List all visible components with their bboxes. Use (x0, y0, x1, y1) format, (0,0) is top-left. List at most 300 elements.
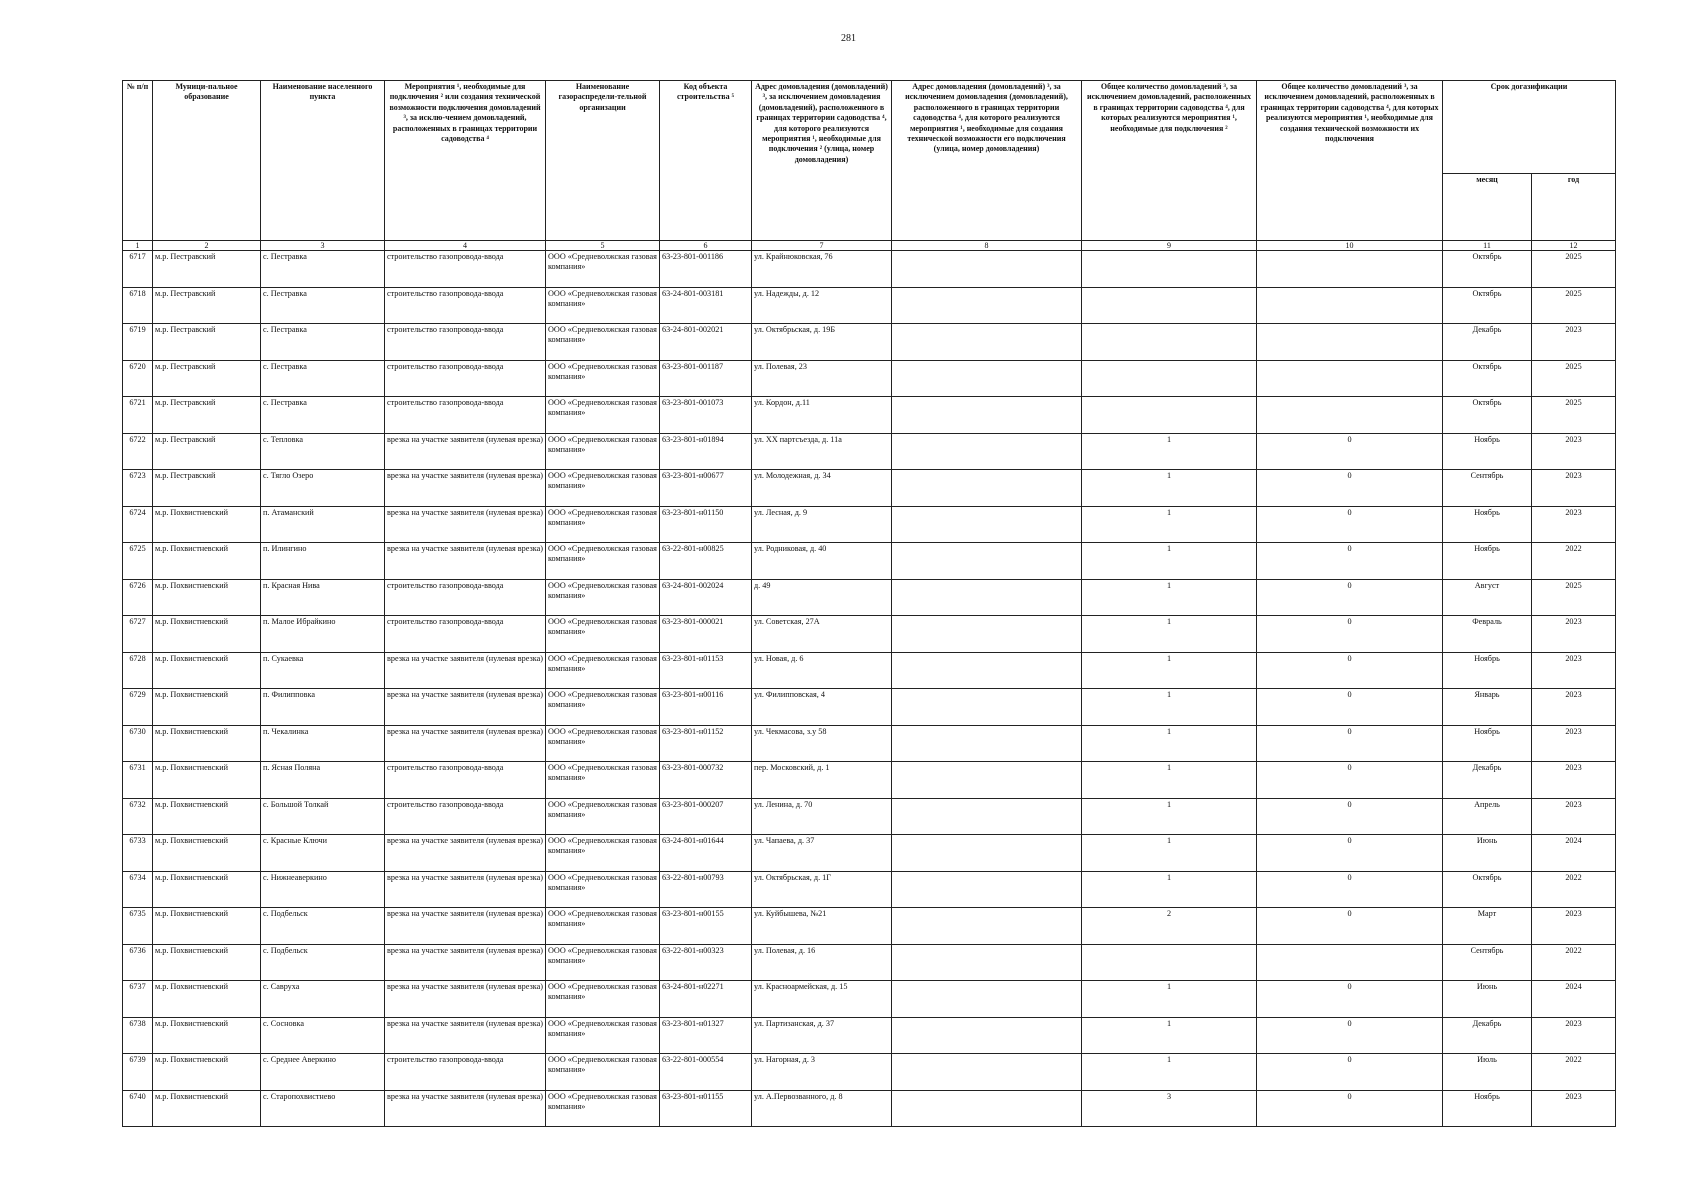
cell-total-tech: 0 (1257, 1054, 1443, 1091)
cell-address-tech (892, 652, 1082, 689)
cell-num: 6725 (123, 543, 153, 580)
column-number: 9 (1082, 241, 1257, 251)
cell-municipality: м.р. Похвистневский (153, 1090, 261, 1127)
cell-year: 2023 (1532, 616, 1616, 653)
cell-address-tech (892, 944, 1082, 981)
cell-address: ул. Лесная, д. 9 (752, 506, 892, 543)
cell-settlement: с. Савруха (261, 981, 385, 1018)
cell-municipality: м.р. Пестравский (153, 324, 261, 361)
cell-object-code: 63-23-801-н00155 (660, 908, 752, 945)
cell-address: ул. Новая, д. 6 (752, 652, 892, 689)
cell-total-connect: 1 (1082, 1017, 1257, 1054)
cell-total-tech: 0 (1257, 1090, 1443, 1127)
cell-year: 2024 (1532, 981, 1616, 1018)
header-total-tech: Общее количество домовладений ³, за исключением домовладений, расположенных в границах территории садоводства ⁴, для которых реализуются мероприятия ¹, необходимые для создания технической возможности их подключения (1257, 81, 1443, 241)
cell-num: 6723 (123, 470, 153, 507)
cell-organization: ООО «Средневолжская газовая компания» (546, 798, 660, 835)
cell-address-tech (892, 981, 1082, 1018)
header-settlement: Наименование населенного пункта (261, 81, 385, 241)
cell-settlement: с. Подбельск (261, 908, 385, 945)
cell-month: Декабрь (1443, 324, 1532, 361)
cell-num: 6718 (123, 287, 153, 324)
cell-measure: врезка на участке заявителя (нулевая врезка) (385, 1017, 546, 1054)
column-number: 5 (546, 241, 660, 251)
table-row (123, 433, 1616, 470)
cell-num: 6724 (123, 506, 153, 543)
cell-address: ул. Нагорная, д. 3 (752, 1054, 892, 1091)
cell-num: 6722 (123, 433, 153, 470)
cell-year: 2022 (1532, 871, 1616, 908)
gasification-table (122, 80, 1616, 1127)
cell-total-connect: 1 (1082, 871, 1257, 908)
cell-address: ул. А.Первозванного, д. 8 (752, 1090, 892, 1127)
cell-measure: строительство газопровода-ввода (385, 579, 546, 616)
cell-num: 6728 (123, 652, 153, 689)
cell-municipality: м.р. Пестравский (153, 251, 261, 288)
cell-settlement: с. Старопохвистнево (261, 1090, 385, 1127)
cell-object-code: 63-23-801-000207 (660, 798, 752, 835)
cell-object-code: 63-22-801-н00793 (660, 871, 752, 908)
cell-month: Июнь (1443, 835, 1532, 872)
cell-organization: ООО «Средневолжская газовая компания» (546, 543, 660, 580)
cell-address: пер. Московский, д. 1 (752, 762, 892, 799)
cell-object-code: 63-24-801-002021 (660, 324, 752, 361)
column-number: 7 (752, 241, 892, 251)
cell-month: Декабрь (1443, 1017, 1532, 1054)
cell-settlement: п. Чекалинка (261, 725, 385, 762)
cell-settlement: п. Илингино (261, 543, 385, 580)
header-deadline: Срок догазификации (1443, 81, 1616, 174)
cell-month: Октябрь (1443, 360, 1532, 397)
cell-address-tech (892, 251, 1082, 288)
cell-organization: ООО «Средневолжская газовая компания» (546, 251, 660, 288)
cell-municipality: м.р. Похвистневский (153, 689, 261, 726)
cell-total-connect: 3 (1082, 1090, 1257, 1127)
header-measures: Мероприятия ¹, необходимые для подключения ² или создания технической возможности подключения домовладений ³, за исклю-чением домовладений, расположенных в границах территории садоводства ⁴ (385, 81, 546, 241)
cell-address: ул. Октябрьская, д. 19Б (752, 324, 892, 361)
cell-num: 6732 (123, 798, 153, 835)
cell-settlement: с. Красные Ключи (261, 835, 385, 872)
cell-settlement: с. Сосновка (261, 1017, 385, 1054)
cell-address-tech (892, 725, 1082, 762)
table-row (123, 871, 1616, 908)
cell-month: Сентябрь (1443, 470, 1532, 507)
cell-month: Ноябрь (1443, 433, 1532, 470)
cell-total-tech: 0 (1257, 835, 1443, 872)
cell-settlement: с. Пестравка (261, 397, 385, 434)
cell-num: 6720 (123, 360, 153, 397)
cell-month: Ноябрь (1443, 543, 1532, 580)
cell-address-tech (892, 360, 1082, 397)
cell-address-tech (892, 689, 1082, 726)
cell-address-tech (892, 287, 1082, 324)
cell-address-tech (892, 543, 1082, 580)
cell-organization: ООО «Средневолжская газовая компания» (546, 871, 660, 908)
cell-municipality: м.р. Похвистневский (153, 798, 261, 835)
cell-object-code: 63-22-801-н00323 (660, 944, 752, 981)
cell-address: ул. Кордон, д.11 (752, 397, 892, 434)
cell-total-tech: 0 (1257, 579, 1443, 616)
cell-total-tech: 0 (1257, 725, 1443, 762)
column-number-row (123, 241, 1616, 251)
cell-settlement: п. Малое Ибрайкино (261, 616, 385, 653)
table-row (123, 251, 1616, 288)
cell-address-tech (892, 835, 1082, 872)
cell-settlement: с. Тепловка (261, 433, 385, 470)
table-row (123, 944, 1616, 981)
cell-year: 2023 (1532, 725, 1616, 762)
cell-total-tech (1257, 324, 1443, 361)
table-row (123, 324, 1616, 361)
cell-num: 6717 (123, 251, 153, 288)
cell-num: 6736 (123, 944, 153, 981)
cell-measure: строительство газопровода-ввода (385, 287, 546, 324)
cell-object-code: 63-24-801-н02271 (660, 981, 752, 1018)
cell-organization: ООО «Средневолжская газовая компания» (546, 1017, 660, 1054)
cell-total-tech: 0 (1257, 470, 1443, 507)
cell-total-tech: 0 (1257, 616, 1443, 653)
cell-year: 2022 (1532, 1054, 1616, 1091)
cell-year: 2023 (1532, 324, 1616, 361)
cell-month: Октябрь (1443, 251, 1532, 288)
cell-settlement: с. Среднее Аверкино (261, 1054, 385, 1091)
cell-organization: ООО «Средневолжская газовая компания» (546, 470, 660, 507)
cell-total-tech: 0 (1257, 798, 1443, 835)
cell-month: Октябрь (1443, 397, 1532, 434)
cell-total-tech: 0 (1257, 689, 1443, 726)
cell-year: 2022 (1532, 944, 1616, 981)
column-number: 3 (261, 241, 385, 251)
cell-settlement: п. Красная Нива (261, 579, 385, 616)
cell-measure: врезка на участке заявителя (нулевая врезка) (385, 652, 546, 689)
cell-address: ул. Партизанская, д. 37 (752, 1017, 892, 1054)
cell-measure: строительство газопровода-ввода (385, 251, 546, 288)
cell-organization: ООО «Средневолжская газовая компания» (546, 324, 660, 361)
cell-address: ул. Родниковая, д. 40 (752, 543, 892, 580)
cell-municipality: м.р. Похвистневский (153, 908, 261, 945)
cell-object-code: 63-23-801-000021 (660, 616, 752, 653)
cell-num: 6727 (123, 616, 153, 653)
cell-total-connect (1082, 324, 1257, 361)
cell-address: ул. Филипповская, 4 (752, 689, 892, 726)
cell-measure: врезка на участке заявителя (нулевая врезка) (385, 725, 546, 762)
cell-total-connect: 1 (1082, 506, 1257, 543)
cell-total-tech: 0 (1257, 871, 1443, 908)
cell-address-tech (892, 579, 1082, 616)
cell-object-code: 63-23-801-н00677 (660, 470, 752, 507)
cell-organization: ООО «Средневолжская газовая компания» (546, 360, 660, 397)
cell-year: 2022 (1532, 543, 1616, 580)
cell-municipality: м.р. Похвистневский (153, 652, 261, 689)
cell-organization: ООО «Средневолжская газовая компания» (546, 689, 660, 726)
cell-measure: врезка на участке заявителя (нулевая врезка) (385, 543, 546, 580)
cell-num: 6739 (123, 1054, 153, 1091)
cell-measure: врезка на участке заявителя (нулевая врезка) (385, 835, 546, 872)
cell-year: 2025 (1532, 287, 1616, 324)
cell-object-code: 63-23-801-000732 (660, 762, 752, 799)
column-number: 8 (892, 241, 1082, 251)
table-row (123, 689, 1616, 726)
cell-total-tech: 0 (1257, 652, 1443, 689)
cell-num: 6721 (123, 397, 153, 434)
cell-municipality: м.р. Похвистневский (153, 579, 261, 616)
cell-total-tech: 0 (1257, 543, 1443, 580)
cell-organization: ООО «Средневолжская газовая компания» (546, 981, 660, 1018)
cell-address: ул. XX партсъезда, д. 11а (752, 433, 892, 470)
cell-year: 2025 (1532, 251, 1616, 288)
cell-month: Июль (1443, 1054, 1532, 1091)
cell-object-code: 63-23-801-н01155 (660, 1090, 752, 1127)
header-num: № п/п (123, 81, 153, 241)
cell-total-connect: 1 (1082, 835, 1257, 872)
cell-year: 2023 (1532, 1017, 1616, 1054)
cell-address: ул. Полевая, д. 16 (752, 944, 892, 981)
cell-year: 2023 (1532, 798, 1616, 835)
table-row (123, 616, 1616, 653)
table-row (123, 470, 1616, 507)
cell-organization: ООО «Средневолжская газовая компания» (546, 433, 660, 470)
cell-address: ул. Ленина, д. 70 (752, 798, 892, 835)
cell-municipality: м.р. Пестравский (153, 470, 261, 507)
cell-total-connect: 2 (1082, 908, 1257, 945)
cell-month: Ноябрь (1443, 506, 1532, 543)
table-row (123, 397, 1616, 434)
cell-address: ул. Октябрьская, д. 1Г (752, 871, 892, 908)
cell-municipality: м.р. Пестравский (153, 397, 261, 434)
cell-address: ул. Красноармейская, д. 15 (752, 981, 892, 1018)
cell-address: д. 49 (752, 579, 892, 616)
cell-measure: строительство газопровода-ввода (385, 397, 546, 434)
page-number: 281 (841, 33, 856, 44)
header-total-connect: Общее количество домовладений ³, за исключением домовладений, расположенных в границах территории садоводства ⁴, для которых реализуются мероприятия ¹, необходимые для подключения ² (1082, 81, 1257, 241)
cell-organization: ООО «Средневолжская газовая компания» (546, 1090, 660, 1127)
header-gdo: Наименование газораспредели-тельной организации (546, 81, 660, 241)
table-row (123, 579, 1616, 616)
cell-address-tech (892, 433, 1082, 470)
cell-measure: врезка на участке заявителя (нулевая врезка) (385, 981, 546, 1018)
header-address-connect: Адрес домовладения (домовладений) ³, за исключением домовладения (домовладений), расположенного в границах территории садоводства ⁴, для которого реализуются мероприятия ¹, необходимые для подключения ² (улица, номер домовладения) (752, 81, 892, 241)
cell-year: 2025 (1532, 360, 1616, 397)
cell-total-connect: 1 (1082, 762, 1257, 799)
cell-address: ул. Полевая, 23 (752, 360, 892, 397)
table-body (123, 251, 1616, 1127)
cell-object-code: 63-23-801-001187 (660, 360, 752, 397)
header-address-tech: Адрес домовладения (домовладений) ³, за исключением домовладения (домовладений), расположенного в границах территории садоводства ⁴, для которого реализуются мероприятия ¹, необходимые для создания технической возможности его подключения (улица, номер домовладения) (892, 81, 1082, 241)
cell-num: 6738 (123, 1017, 153, 1054)
column-number: 1 (123, 241, 153, 251)
cell-measure: врезка на участке заявителя (нулевая врезка) (385, 871, 546, 908)
cell-address-tech (892, 324, 1082, 361)
cell-num: 6729 (123, 689, 153, 726)
cell-municipality: м.р. Похвистневский (153, 762, 261, 799)
cell-municipality: м.р. Похвистневский (153, 616, 261, 653)
cell-month: Ноябрь (1443, 725, 1532, 762)
table-row (123, 908, 1616, 945)
cell-municipality: м.р. Похвистневский (153, 543, 261, 580)
cell-object-code: 63-23-801-н00116 (660, 689, 752, 726)
cell-total-tech (1257, 251, 1443, 288)
cell-total-connect: 1 (1082, 1054, 1257, 1091)
cell-address-tech (892, 506, 1082, 543)
table-row (123, 798, 1616, 835)
cell-month: Ноябрь (1443, 1090, 1532, 1127)
cell-object-code: 63-23-801-н01153 (660, 652, 752, 689)
cell-object-code: 63-22-801-н00825 (660, 543, 752, 580)
cell-month: Октябрь (1443, 871, 1532, 908)
column-number: 12 (1532, 241, 1616, 251)
cell-municipality: м.р. Похвистневский (153, 1017, 261, 1054)
cell-address-tech (892, 908, 1082, 945)
cell-measure: строительство газопровода-ввода (385, 762, 546, 799)
table-row (123, 543, 1616, 580)
cell-municipality: м.р. Пестравский (153, 433, 261, 470)
cell-num: 6734 (123, 871, 153, 908)
cell-total-tech: 0 (1257, 908, 1443, 945)
cell-measure: строительство газопровода-ввода (385, 798, 546, 835)
cell-address: ул. Чекмасова, з.у 58 (752, 725, 892, 762)
cell-settlement: с. Пестравка (261, 360, 385, 397)
cell-num: 6740 (123, 1090, 153, 1127)
cell-year: 2023 (1532, 506, 1616, 543)
cell-total-tech (1257, 397, 1443, 434)
cell-measure: врезка на участке заявителя (нулевая врезка) (385, 908, 546, 945)
table-row (123, 287, 1616, 324)
cell-settlement: с. Пестравка (261, 324, 385, 361)
cell-measure: врезка на участке заявителя (нулевая врезка) (385, 506, 546, 543)
cell-address-tech (892, 616, 1082, 653)
cell-total-connect: 1 (1082, 689, 1257, 726)
cell-settlement: с. Нижнеаверкино (261, 871, 385, 908)
cell-measure: врезка на участке заявителя (нулевая врезка) (385, 944, 546, 981)
cell-total-connect: 1 (1082, 798, 1257, 835)
cell-settlement: с. Тягло Озеро (261, 470, 385, 507)
cell-measure: строительство газопровода-ввода (385, 1054, 546, 1091)
cell-total-connect: 1 (1082, 579, 1257, 616)
cell-num: 6737 (123, 981, 153, 1018)
cell-measure: врезка на участке заявителя (нулевая врезка) (385, 470, 546, 507)
cell-organization: ООО «Средневолжская газовая компания» (546, 579, 660, 616)
cell-object-code: 63-23-801-н01150 (660, 506, 752, 543)
cell-total-connect (1082, 251, 1257, 288)
cell-object-code: 63-23-801-001073 (660, 397, 752, 434)
cell-total-tech: 0 (1257, 433, 1443, 470)
cell-total-connect: 1 (1082, 470, 1257, 507)
cell-organization: ООО «Средневолжская газовая компания» (546, 762, 660, 799)
column-number: 6 (660, 241, 752, 251)
cell-total-connect: 1 (1082, 652, 1257, 689)
cell-organization: ООО «Средневолжская газовая компания» (546, 1054, 660, 1091)
cell-address-tech (892, 1054, 1082, 1091)
cell-organization: ООО «Средневолжская газовая компания» (546, 652, 660, 689)
cell-municipality: м.р. Похвистневский (153, 944, 261, 981)
column-number: 11 (1443, 241, 1532, 251)
cell-num: 6731 (123, 762, 153, 799)
cell-address-tech (892, 1017, 1082, 1054)
cell-address-tech (892, 470, 1082, 507)
cell-organization: ООО «Средневолжская газовая компания» (546, 725, 660, 762)
cell-month: Ноябрь (1443, 652, 1532, 689)
cell-num: 6730 (123, 725, 153, 762)
header-object-code: Код объекта строительства ⁵ (660, 81, 752, 241)
cell-object-code: 63-24-801-н01644 (660, 835, 752, 872)
cell-organization: ООО «Средневолжская газовая компания» (546, 616, 660, 653)
header-month: месяц (1443, 174, 1532, 241)
cell-total-tech (1257, 287, 1443, 324)
cell-address-tech (892, 397, 1082, 434)
cell-address-tech (892, 798, 1082, 835)
cell-settlement: с. Пестравка (261, 287, 385, 324)
cell-municipality: м.р. Похвистневский (153, 1054, 261, 1091)
header-year: год (1532, 174, 1616, 241)
cell-total-connect (1082, 287, 1257, 324)
table-row (123, 1017, 1616, 1054)
cell-total-tech (1257, 944, 1443, 981)
cell-total-connect: 1 (1082, 616, 1257, 653)
cell-total-connect: 1 (1082, 725, 1257, 762)
cell-municipality: м.р. Похвистневский (153, 725, 261, 762)
cell-month: Апрель (1443, 798, 1532, 835)
cell-object-code: 63-24-801-002024 (660, 579, 752, 616)
column-number: 10 (1257, 241, 1443, 251)
cell-year: 2025 (1532, 579, 1616, 616)
cell-address: ул. Молодежная, д. 34 (752, 470, 892, 507)
table-row (123, 725, 1616, 762)
cell-organization: ООО «Средневолжская газовая компания» (546, 397, 660, 434)
cell-total-tech: 0 (1257, 762, 1443, 799)
cell-organization: ООО «Средневолжская газовая компания» (546, 944, 660, 981)
column-number: 2 (153, 241, 261, 251)
cell-municipality: м.р. Похвистневский (153, 506, 261, 543)
cell-organization: ООО «Средневолжская газовая компания» (546, 506, 660, 543)
cell-total-connect: 1 (1082, 543, 1257, 580)
cell-settlement: с. Большой Толкай (261, 798, 385, 835)
cell-year: 2023 (1532, 1090, 1616, 1127)
cell-month: Декабрь (1443, 762, 1532, 799)
cell-total-tech: 0 (1257, 1017, 1443, 1054)
cell-address-tech (892, 762, 1082, 799)
cell-num: 6735 (123, 908, 153, 945)
table-row (123, 652, 1616, 689)
cell-total-connect (1082, 944, 1257, 981)
cell-month: Сентябрь (1443, 944, 1532, 981)
cell-num: 6733 (123, 835, 153, 872)
cell-settlement: п. Сукаевка (261, 652, 385, 689)
cell-address: ул. Куйбышева, №21 (752, 908, 892, 945)
cell-month: Август (1443, 579, 1532, 616)
cell-year: 2025 (1532, 397, 1616, 434)
table-row (123, 360, 1616, 397)
cell-municipality: м.р. Пестравский (153, 360, 261, 397)
cell-year: 2023 (1532, 689, 1616, 726)
cell-num: 6719 (123, 324, 153, 361)
cell-measure: врезка на участке заявителя (нулевая врезка) (385, 433, 546, 470)
cell-municipality: м.р. Похвистневский (153, 981, 261, 1018)
cell-address: ул. Надежды, д. 12 (752, 287, 892, 324)
cell-total-tech (1257, 360, 1443, 397)
cell-year: 2023 (1532, 433, 1616, 470)
cell-settlement: п. Ясная Поляна (261, 762, 385, 799)
cell-measure: врезка на участке заявителя (нулевая врезка) (385, 689, 546, 726)
cell-year: 2023 (1532, 470, 1616, 507)
cell-num: 6726 (123, 579, 153, 616)
cell-total-tech: 0 (1257, 506, 1443, 543)
cell-organization: ООО «Средневолжская газовая компания» (546, 287, 660, 324)
cell-measure: врезка на участке заявителя (нулевая врезка) (385, 1090, 546, 1127)
cell-year: 2024 (1532, 835, 1616, 872)
cell-settlement: п. Атаманский (261, 506, 385, 543)
cell-year: 2023 (1532, 908, 1616, 945)
header-municipality: Муници-пальное образование (153, 81, 261, 241)
